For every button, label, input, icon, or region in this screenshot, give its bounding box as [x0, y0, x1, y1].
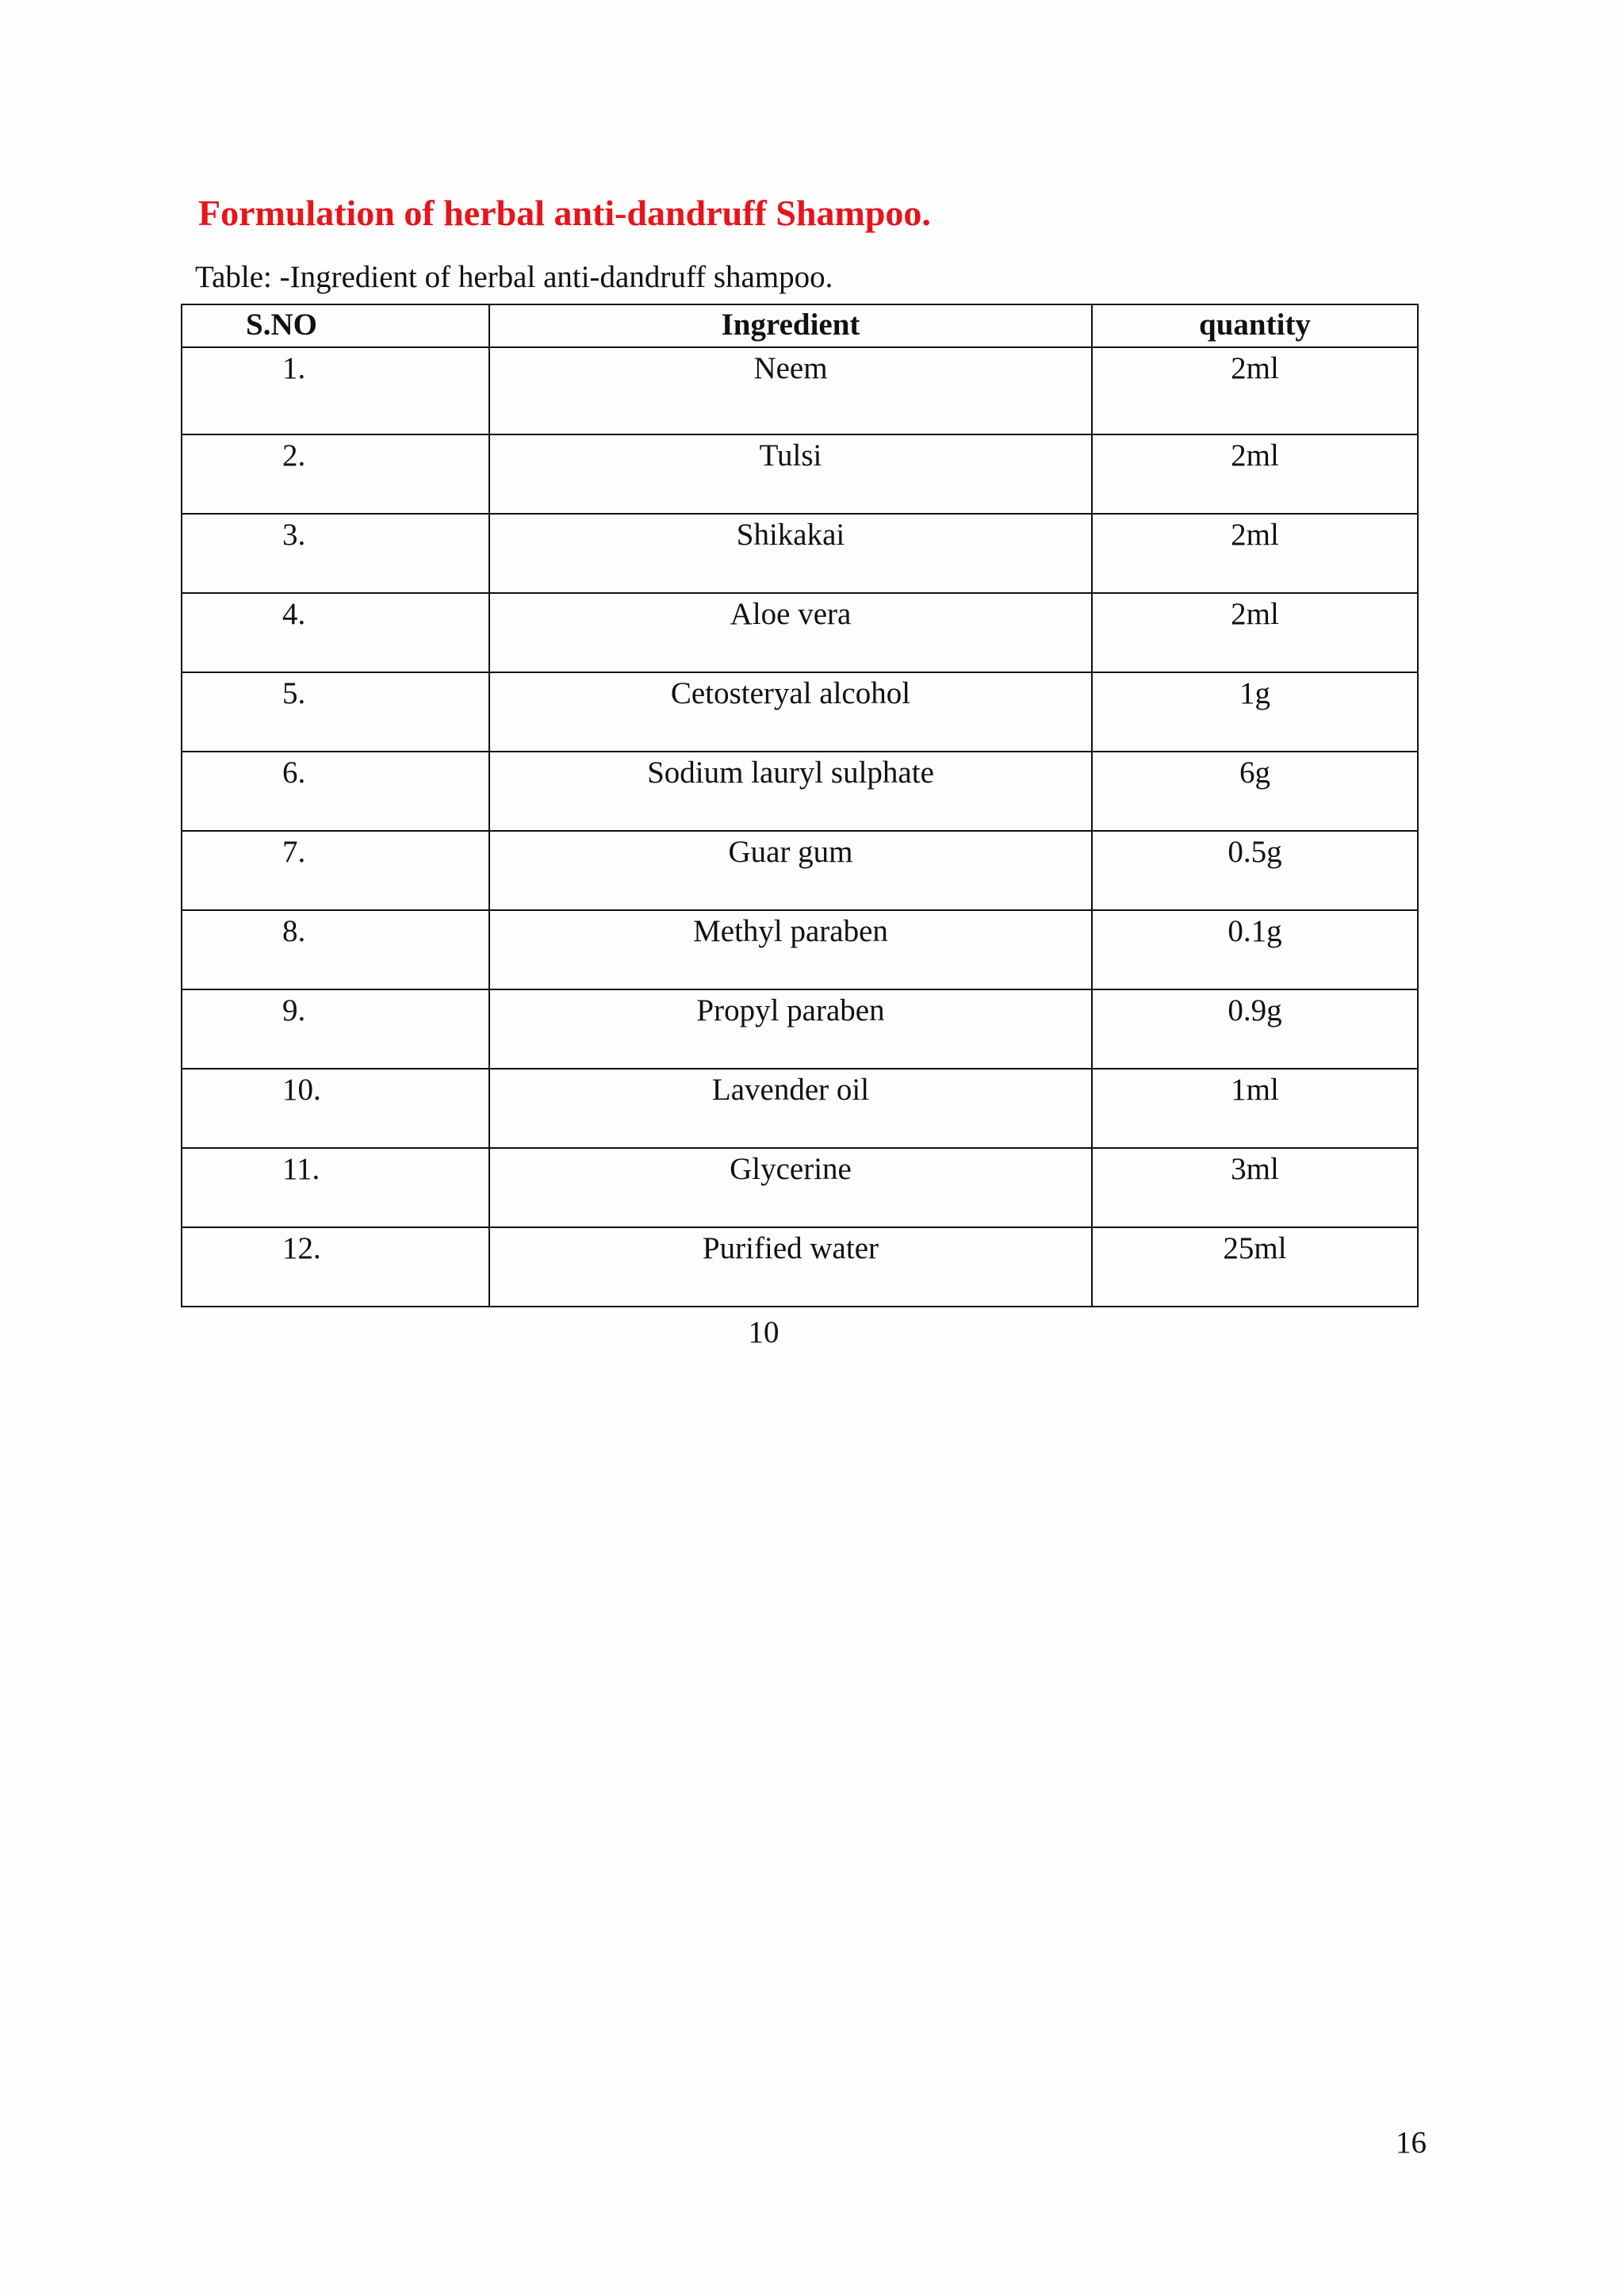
table-row — [182, 347, 1418, 434]
cell-sno: 12. — [182, 1227, 489, 1307]
cell-ingredient: Cetosteryal alcohol — [489, 672, 1092, 752]
cell-quantity: 2ml — [1092, 593, 1418, 672]
table-header-row — [182, 304, 1418, 347]
table-row — [182, 752, 1418, 831]
cell-quantity: 2ml — [1092, 514, 1418, 593]
cell-sno: 9. — [182, 989, 489, 1069]
table-row — [182, 989, 1418, 1069]
cell-sno: 1. — [182, 347, 489, 434]
cell-quantity: 0.5g — [1092, 831, 1418, 910]
cell-ingredient: Shikakai — [489, 514, 1092, 593]
cell-quantity: 1ml — [1092, 1069, 1418, 1148]
cell-sno: 5. — [182, 672, 489, 752]
table-row — [182, 514, 1418, 593]
cell-sno: 2. — [182, 434, 489, 514]
cell-ingredient: Propyl paraben — [489, 989, 1092, 1069]
header-ingredient: Ingredient — [489, 304, 1092, 347]
cell-ingredient: Glycerine — [489, 1148, 1092, 1227]
table-row — [182, 593, 1418, 672]
cell-ingredient: Aloe vera — [489, 593, 1092, 672]
cell-quantity: 2ml — [1092, 434, 1418, 514]
cell-quantity: 25ml — [1092, 1227, 1418, 1307]
table-row — [182, 831, 1418, 910]
cell-ingredient: Neem — [489, 347, 1092, 434]
table-row — [182, 1148, 1418, 1227]
cell-sno: 7. — [182, 831, 489, 910]
cell-quantity: 6g — [1092, 752, 1418, 831]
cell-sno: 11. — [182, 1148, 489, 1227]
table-row — [182, 1069, 1418, 1148]
table-row — [182, 434, 1418, 514]
ingredients-table — [181, 304, 1419, 1307]
cell-ingredient: Tulsi — [489, 434, 1092, 514]
header-sno: S.NO — [182, 304, 489, 347]
cell-sno: 8. — [182, 910, 489, 989]
cell-ingredient: Guar gum — [489, 831, 1092, 910]
page-number: 16 — [1396, 2126, 1427, 2160]
cell-ingredient: Purified water — [489, 1227, 1092, 1307]
table-row — [182, 672, 1418, 752]
cell-quantity: 1g — [1092, 672, 1418, 752]
cell-ingredient: Lavender oil — [489, 1069, 1092, 1148]
cell-ingredient: Methyl paraben — [489, 910, 1092, 989]
table-row — [182, 910, 1418, 989]
cell-sno: 10. — [182, 1069, 489, 1148]
cell-quantity: 2ml — [1092, 347, 1418, 434]
table-row — [182, 1227, 1418, 1307]
cell-sno: 4. — [182, 593, 489, 672]
table-caption: Table: -Ingredient of herbal anti-dandruff shampoo. — [195, 260, 833, 294]
cell-ingredient: Sodium lauryl sulphate — [489, 752, 1092, 831]
cell-quantity: 3ml — [1092, 1148, 1418, 1227]
section-heading: Formulation of herbal anti-dandruff Shampoo. — [198, 193, 931, 233]
header-quantity: quantity — [1092, 304, 1418, 347]
cell-quantity: 0.1g — [1092, 910, 1418, 989]
cell-sno: 6. — [182, 752, 489, 831]
table-footer-number: 10 — [748, 1315, 779, 1349]
cell-sno: 3. — [182, 514, 489, 593]
cell-quantity: 0.9g — [1092, 989, 1418, 1069]
